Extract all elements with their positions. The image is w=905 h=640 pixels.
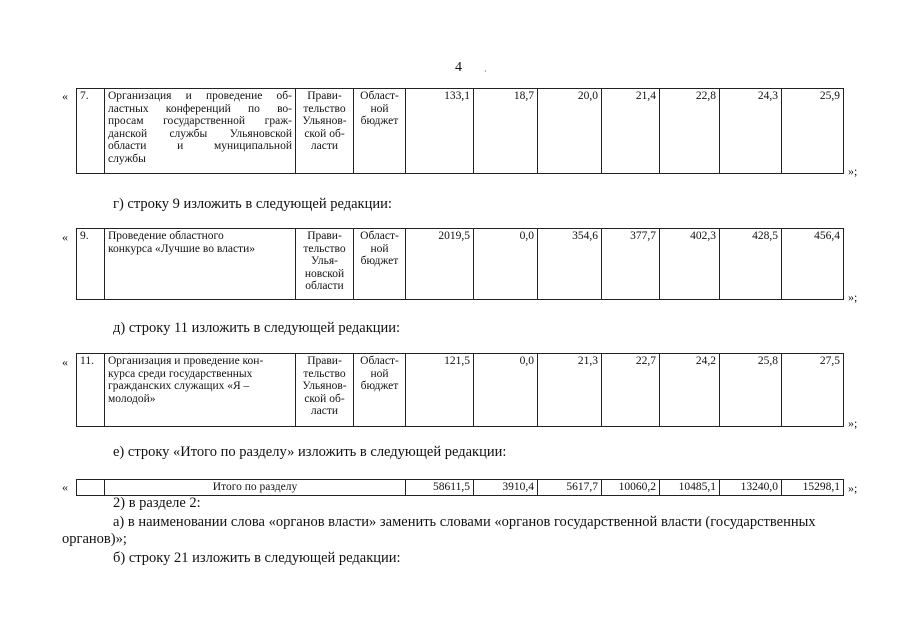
- source-cell: Област- ной бюджет: [354, 354, 406, 427]
- source-cell: Област- ной бюджет: [354, 229, 406, 300]
- value-year-3: 10060,2: [602, 480, 660, 496]
- value-year-3: 377,7: [602, 229, 660, 300]
- scan-speck: ·: [484, 67, 487, 76]
- value-year-1: 18,7: [474, 89, 538, 174]
- paragraph-2b: б) строку 21 изложить в следующей редакции:: [113, 550, 401, 566]
- value-year-2: 5617,7: [538, 480, 602, 496]
- paragraph-2a-line2: органов)»;: [62, 531, 127, 547]
- paragraph-e: е) строку «Итого по разделу» изложить в следующей редакции:: [113, 444, 507, 460]
- value-year-5: 428,5: [720, 229, 782, 300]
- table-row-9: [76, 228, 844, 300]
- value-year-5: 25,8: [720, 354, 782, 427]
- table-row-11: [76, 353, 844, 427]
- total-label: Итого по разделу: [105, 480, 406, 496]
- responsible-cell: Прави- тельство Улья- новской области: [296, 229, 354, 300]
- value-total: 2019,5: [406, 229, 474, 300]
- value-total: 121,5: [406, 354, 474, 427]
- row-name: Организация и проведение кон- курса среди государственных гражданских служащих «Я – молодой»: [105, 354, 296, 427]
- quote-close: »;: [848, 481, 858, 495]
- row-number: 11.: [77, 354, 105, 427]
- value-year-6: 27,5: [782, 354, 844, 427]
- value-year-6: 25,9: [782, 89, 844, 174]
- quote-close: »;: [848, 416, 858, 430]
- page-number: 4: [455, 60, 462, 75]
- value-year-1: 0,0: [474, 229, 538, 300]
- paragraph-2a-line1: а) в наименовании слова «органов власти» заменить словами «органов государственной власти (государственных: [113, 514, 816, 530]
- value-year-2: 20,0: [538, 89, 602, 174]
- value-year-3: 22,7: [602, 354, 660, 427]
- responsible-cell: Прави- тельство Ульянов- ской об- ласти: [296, 89, 354, 174]
- quote-close: »;: [848, 290, 858, 304]
- row-name: Организация и проведение об- ластных конференций по во- просам государственной граж- данской службы Ульяновской области и муниципальной службы: [105, 89, 296, 174]
- value-year-4: 10485,1: [660, 480, 720, 496]
- value-year-1: 3910,4: [474, 480, 538, 496]
- quote-open: «: [62, 480, 68, 494]
- quote-open: «: [62, 230, 68, 244]
- paragraph-g: г) строку 9 изложить в следующей редакции:: [113, 196, 392, 212]
- value-year-2: 21,3: [538, 354, 602, 427]
- value-year-6: 15298,1: [782, 480, 844, 496]
- value-year-2: 354,6: [538, 229, 602, 300]
- paragraph-d: д) строку 11 изложить в следующей редакции:: [113, 320, 401, 336]
- row-number: 9.: [77, 229, 105, 300]
- quote-open: «: [62, 355, 68, 369]
- value-year-1: 0,0: [474, 354, 538, 427]
- table-row-7: [76, 88, 844, 174]
- value-total: 58611,5: [406, 480, 474, 496]
- responsible-cell: Прави- тельство Ульянов- ской об- ласти: [296, 354, 354, 427]
- row-name: Проведение областного конкурса «Лучшие во власти»: [105, 229, 296, 300]
- value-year-5: 13240,0: [720, 480, 782, 496]
- value-year-3: 21,4: [602, 89, 660, 174]
- value-year-4: 22,8: [660, 89, 720, 174]
- value-year-4: 402,3: [660, 229, 720, 300]
- row-number: [77, 480, 105, 496]
- quote-open: «: [62, 89, 68, 103]
- value-year-6: 456,4: [782, 229, 844, 300]
- row-number: 7.: [77, 89, 105, 174]
- value-total: 133,1: [406, 89, 474, 174]
- paragraph-2: 2) в разделе 2:: [113, 495, 201, 511]
- value-year-5: 24,3: [720, 89, 782, 174]
- quote-close: »;: [848, 164, 858, 178]
- source-cell: Област- ной бюджет: [354, 89, 406, 174]
- value-year-4: 24,2: [660, 354, 720, 427]
